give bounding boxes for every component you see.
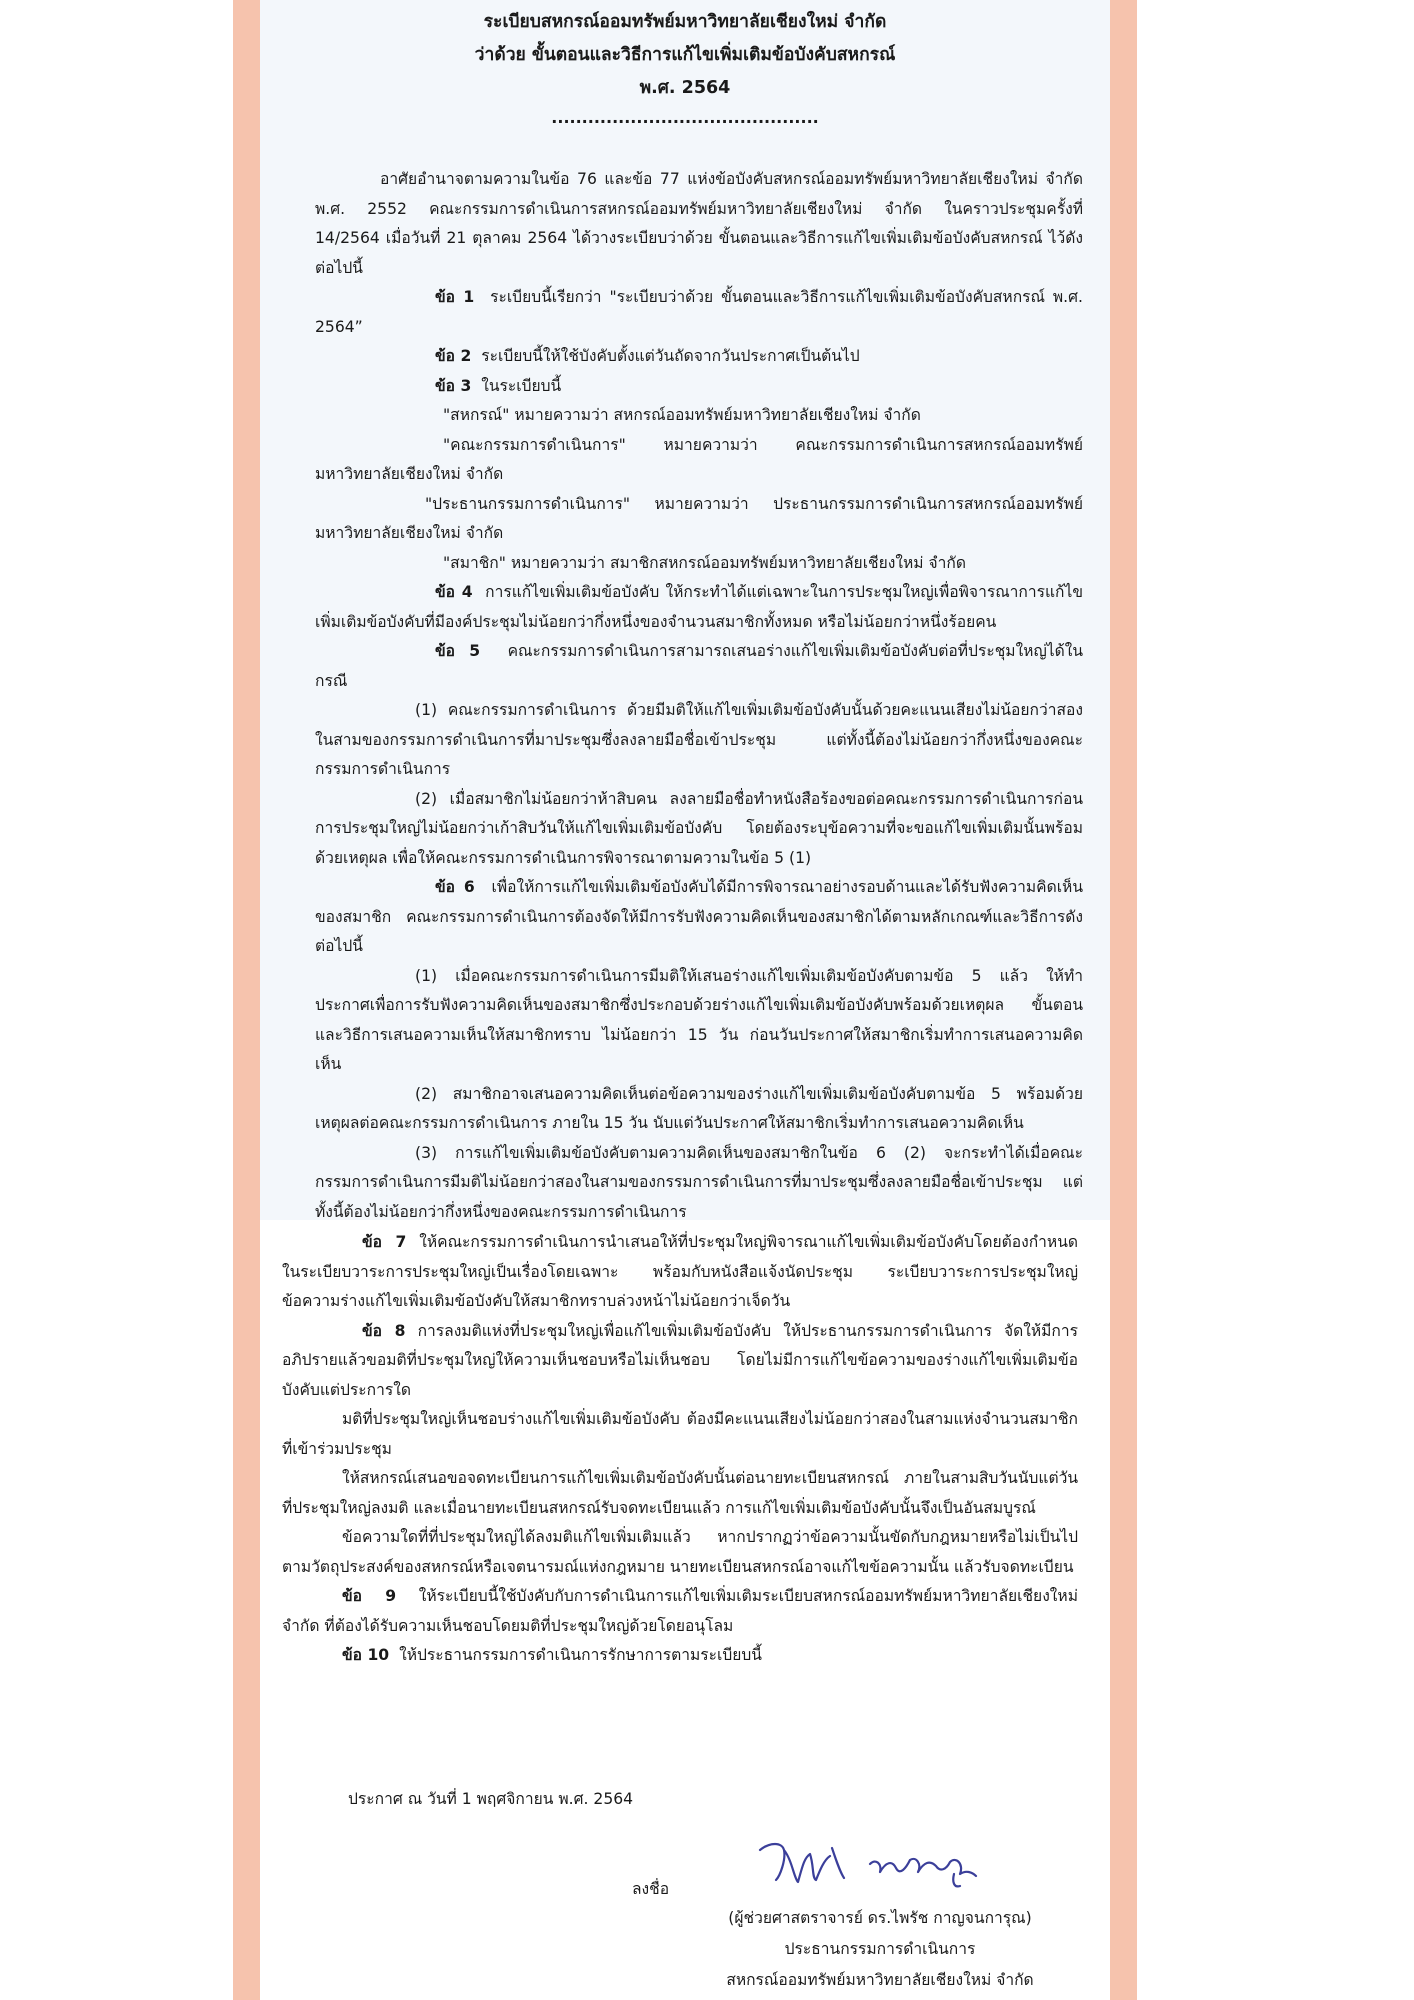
clause-5-label: ข้อ 5 [435, 642, 481, 660]
clause-4 [315, 578, 1083, 637]
clause-2-text: ระเบียบนี้ให้ใช้บังคับตั้งแต่วันถัดจากวันประกาศเป็นต้นไป [481, 347, 860, 365]
clause-8-label: ข้อ 8 [362, 1321, 406, 1340]
clause-6-item-1: (1) เมื่อคณะกรรมการดำเนินการมีมติให้เสนอร่างแก้ไขเพิ่มเติมข้อบังคับตามข้อ 5 แล้ว ให้ทำประกาศเพื่อการรับฟังความคิดเห็นของสมาชิกซึ่งประกอบด้วยร่างแก้ไขเพิ่มเติมข้อบังคับพร้อมด้วยเหตุผล ขั้นตอนและวิธีการเสนอความเห็นให้สมาชิกทราบ ไม่น้อยกว่า 15 วัน ก่อนวันประกาศให้สมาชิกเริ่มทำการเสนอความคิดเห็น [315, 966, 1083, 1073]
clause-8 [282, 1317, 1078, 1406]
clause-10-text: ให้ประธานกรรมการดำเนินการรักษาการตามระเบียบนี้ [399, 1646, 762, 1664]
handwritten-signature [740, 1820, 1000, 1900]
signer-organization: สหกรณ์ออมทรัพย์มหาวิทยาลัยเชียงใหม่ จำกัด [726, 1971, 1034, 1989]
clause-9-text: ให้ระเบียบนี้ใช้บังคับกับการดำเนินการแก้ไขเพิ่มเติมระเบียบสหกรณ์ออมทรัพย์มหาวิทยาลัยเชียงใหม่ จำกัด ที่ต้องได้รับความเห็นชอบโดยมติที่ประชุมใหญ่ด้วยโดยอนุโลม [282, 1587, 1078, 1635]
clause-8-paragraph-4: ข้อความใดที่ที่ประชุมใหญ่ได้ลงมติแก้ไขเพิ่มเติมแล้ว หากปรากฏว่าข้อความนั้นขัดกับกฎหมายหรือไม่เป็นไปตามวัตถุประสงค์ของสหกรณ์หรือเจตนารมณ์แห่งกฎหมาย นายทะเบียนสหกรณ์อาจแก้ไขข้อความนั้น แล้วรับจดทะเบียน [282, 1528, 1078, 1576]
signer-block [670, 1903, 1090, 1996]
clause-7-text: ให้คณะกรรมการดำเนินการนำเสนอให้ที่ประชุมใหญ่พิจารณาแก้ไขเพิ่มเติมข้อบังคับโดยต้องกำหนดในระเบียบวาระการประชุมใหญ่เป็นเรื่องโดยเฉพาะ พร้อมกับหนังสือแจ้งนัดประชุม ระเบียบวาระการประชุมใหญ่ ข้อความร่างแก้ไขเพิ่มเติมข้อบังคับให้สมาชิกทราบล่วงหน้าไม่น้อยกว่าเจ็ดวัน [282, 1233, 1078, 1310]
sign-label: ลงชื่อ [632, 1880, 670, 1898]
announcement-date: ประกาศ ณ วันที่ 1 พฤศจิกายน พ.ศ. 2564 [348, 1790, 634, 1808]
document-page [260, 0, 1110, 2000]
clause-6-item-2: (2) สมาชิกอาจเสนอความคิดเห็นต่อข้อความของร่างแก้ไขเพิ่มเติมข้อบังคับตามข้อ 5 พร้อมด้วยเหตุผลต่อคณะกรรมการดำเนินการ ภายใน 15 วัน นับแต่วันประกาศให้สมาชิกเริ่มทำการเสนอความคิดเห็น [315, 1084, 1083, 1132]
clause-4-label: ข้อ 4 [435, 583, 473, 601]
clause-9 [282, 1582, 1078, 1641]
clause-8-text: การลงมติแห่งที่ประชุมใหญ่เพื่อแก้ไขเพิ่มเติมข้อบังคับ ให้ประธานกรรมการดำเนินการ จัดให้มีการอภิปรายแล้วขอมติที่ประชุมใหญ่ให้ความเห็นชอบหรือไม่เห็นชอบ โดยไม่มีการแก้ไขข้อความของร่างแก้ไขเพิ่มเติมข้อบังคับแต่ประการใด [282, 1321, 1078, 1399]
clause-6-text: เพื่อให้การแก้ไขเพิ่มเติมข้อบังคับได้มีการพิจารณาอย่างรอบด้านและได้รับฟังความคิดเห็นของสมาชิก คณะกรรมการดำเนินการต้องจัดให้มีการรับฟังความคิดเห็นของสมาชิกได้ตามหลักเกณฑ์และวิธีการดังต่อไปนี้ [315, 878, 1083, 955]
clause-5-item-1: (1) คณะกรรมการดำเนินการ ด้วยมีมติให้แก้ไขเพิ่มเติมข้อบังคับนั้นด้วยคะแนนเสียงไม่น้อยกว่าสองในสามของกรรมการดำเนินการที่มาประชุมซึ่งลงลายมือชื่อเข้าประชุม แต่ทั้งนี้ต้องไม่น้อยกว่ากึ่งหนึ่งของคณะกรรมการดำเนินการ [315, 701, 1083, 778]
clause-5-text: คณะกรรมการดำเนินการสามารถเสนอร่างแก้ไขเพิ่มเติมข้อบังคับต่อที่ประชุมใหญ่ได้ในกรณี [315, 642, 1083, 690]
clause-1-label: ข้อ 1 [435, 288, 475, 306]
clause-6 [315, 873, 1083, 962]
title-line-1: ระเบียบสหกรณ์ออมทรัพย์มหาวิทยาลัยเชียงใหม่ จำกัด [483, 12, 887, 32]
clause-1 [315, 283, 1083, 342]
document-body-part1 [315, 165, 1083, 1227]
document-header [260, 6, 1110, 131]
clause-3 [315, 372, 1083, 402]
clause-9-label: ข้อ 9 [342, 1587, 397, 1605]
signer-name: (ผู้ช่วยศาสตราจารย์ ดร.ไพรัช กาญจนการุณ) [728, 1909, 1032, 1927]
clause-4-text: การแก้ไขเพิ่มเติมข้อบังคับ ให้กระทำได้แต่เฉพาะในการประชุมใหญ่เพื่อพิจารณาการแก้ไขเพิ่มเติมข้อบังคับที่มีองค์ประชุมไม่น้อยกว่ากึ่งหนึ่งของจำนวนสมาชิกทั้งหมด หรือไม่น้อยกว่าหนึ่งร้อยคน [315, 583, 1083, 631]
definition-committee: "คณะกรรมการดำเนินการ" หมายความว่า คณะกรรมการดำเนินการสหกรณ์ออมทรัพย์มหาวิทยาลัยเชียงใหม่ จำกัด [315, 435, 1083, 483]
clause-8-paragraph-3: ให้สหกรณ์เสนอขอจดทะเบียนการแก้ไขเพิ่มเติมข้อบังคับนั้นต่อนายทะเบียนสหกรณ์ ภายในสามสิบวันนับแต่วันที่ประชุมใหญ่ลงมติ และเมื่อนายทะเบียนสหกรณ์รับจดทะเบียนแล้ว การแก้ไขเพิ่มเติมข้อบังคับนั้นจึงเป็นอันสมบูรณ์ [282, 1469, 1078, 1517]
clause-2 [315, 342, 1083, 372]
clause-2-label: ข้อ 2 [435, 347, 472, 365]
clause-6-item-3: (3) การแก้ไขเพิ่มเติมข้อบังคับตามความคิดเห็นของสมาชิกในข้อ 6 (2) จะกระทำได้เมื่อคณะกรรมการดำเนินการมีมติไม่น้อยกว่าสองในสามของกรรมการดำเนินการที่มาประชุมซึ่งลงลายมือชื่อเข้าประชุม แต่ทั้งนี้ต้องไม่น้อยกว่ากึ่งหนึ่งของคณะกรรมการดำเนินการ [315, 1143, 1083, 1221]
definition-chairman: "ประธานกรรมการดำเนินการ" หมายความว่า ประธานกรรมการดำเนินการสหกรณ์ออมทรัพย์มหาวิทยาลัยเชียงใหม่ จำกัด [315, 494, 1083, 542]
definition-member: "สมาชิก" หมายความว่า สมาชิกสหกรณ์ออมทรัพย์มหาวิทยาลัยเชียงใหม่ จำกัด [443, 553, 966, 572]
clause-8-paragraph-2: มติที่ประชุมใหญ่เห็นชอบร่างแก้ไขเพิ่มเติมข้อบังคับ ต้องมีคะแนนเสียงไม่น้อยกว่าสองในสามแห่งจำนวนสมาชิกที่เข้าร่วมประชุม [282, 1410, 1078, 1458]
clause-5-item-2: (2) เมื่อสมาชิกไม่น้อยกว่าห้าสิบคน ลงลายมือชื่อทำหนังสือร้องขอต่อคณะกรรมการดำเนินการก่อนการประชุมใหญ่ไม่น้อยกว่าเก้าสิบวันให้แก้ไขเพิ่มเติมข้อบังคับ โดยต้องระบุข้อความที่จะขอแก้ไขเพิ่มเติมนั้นพร้อมด้วยเหตุผล เพื่อให้คณะกรรมการดำเนินการพิจารณาตามความในข้อ 5 (1) [315, 789, 1083, 867]
clause-10-label: ข้อ 10 [342, 1646, 390, 1664]
clause-3-label: ข้อ 3 [435, 376, 472, 395]
title-separator: ............................................ [551, 108, 819, 127]
definition-cooperative: "สหกรณ์" หมายความว่า สหกรณ์ออมทรัพย์มหาวิทยาลัยเชียงใหม่ จำกัด [443, 406, 921, 424]
title-line-2: ว่าด้วย ขั้นตอนและวิธีการแก้ไขเพิ่มเติมข้อบังคับสหกรณ์ [474, 45, 896, 65]
clause-1-text: ระเบียบนี้เรียกว่า "ระเบียบว่าด้วย ขั้นตอนและวิธีการแก้ไขเพิ่มเติมข้อบังคับสหกรณ์ พ.ศ. 2564” [315, 288, 1083, 336]
preamble: อาศัยอำนาจตามความในข้อ 76 และข้อ 77 แห่งข้อบังคับสหกรณ์ออมทรัพย์มหาวิทยาลัยเชียงใหม่ จำกัด พ.ศ. 2552 คณะกรรมการดำเนินการสหกรณ์ออมทรัพย์มหาวิทยาลัยเชียงใหม่ จำกัด ในคราวประชุมครั้งที่ 14/2564 เมื่อวันที่ 21 ตุลาคม 2564 ได้วางระเบียบว่าด้วย ขั้นตอนและวิธีการแก้ไขเพิ่มเติมข้อบังคับสหกรณ์ ไว้ดังต่อไปนี้ [315, 170, 1083, 277]
title-line-3: พ.ศ. 2564 [639, 78, 731, 98]
clause-7-label: ข้อ 7 [362, 1233, 407, 1251]
clause-5 [315, 637, 1083, 696]
signer-position: ประธานกรรมการดำเนินการ [784, 1940, 976, 1958]
clause-7 [282, 1228, 1078, 1317]
clause-10 [282, 1641, 1078, 1671]
document-body-part2 [282, 1228, 1078, 1671]
clause-6-label: ข้อ 6 [435, 878, 475, 896]
clause-3-text: ในระเบียบนี้ [481, 376, 562, 395]
